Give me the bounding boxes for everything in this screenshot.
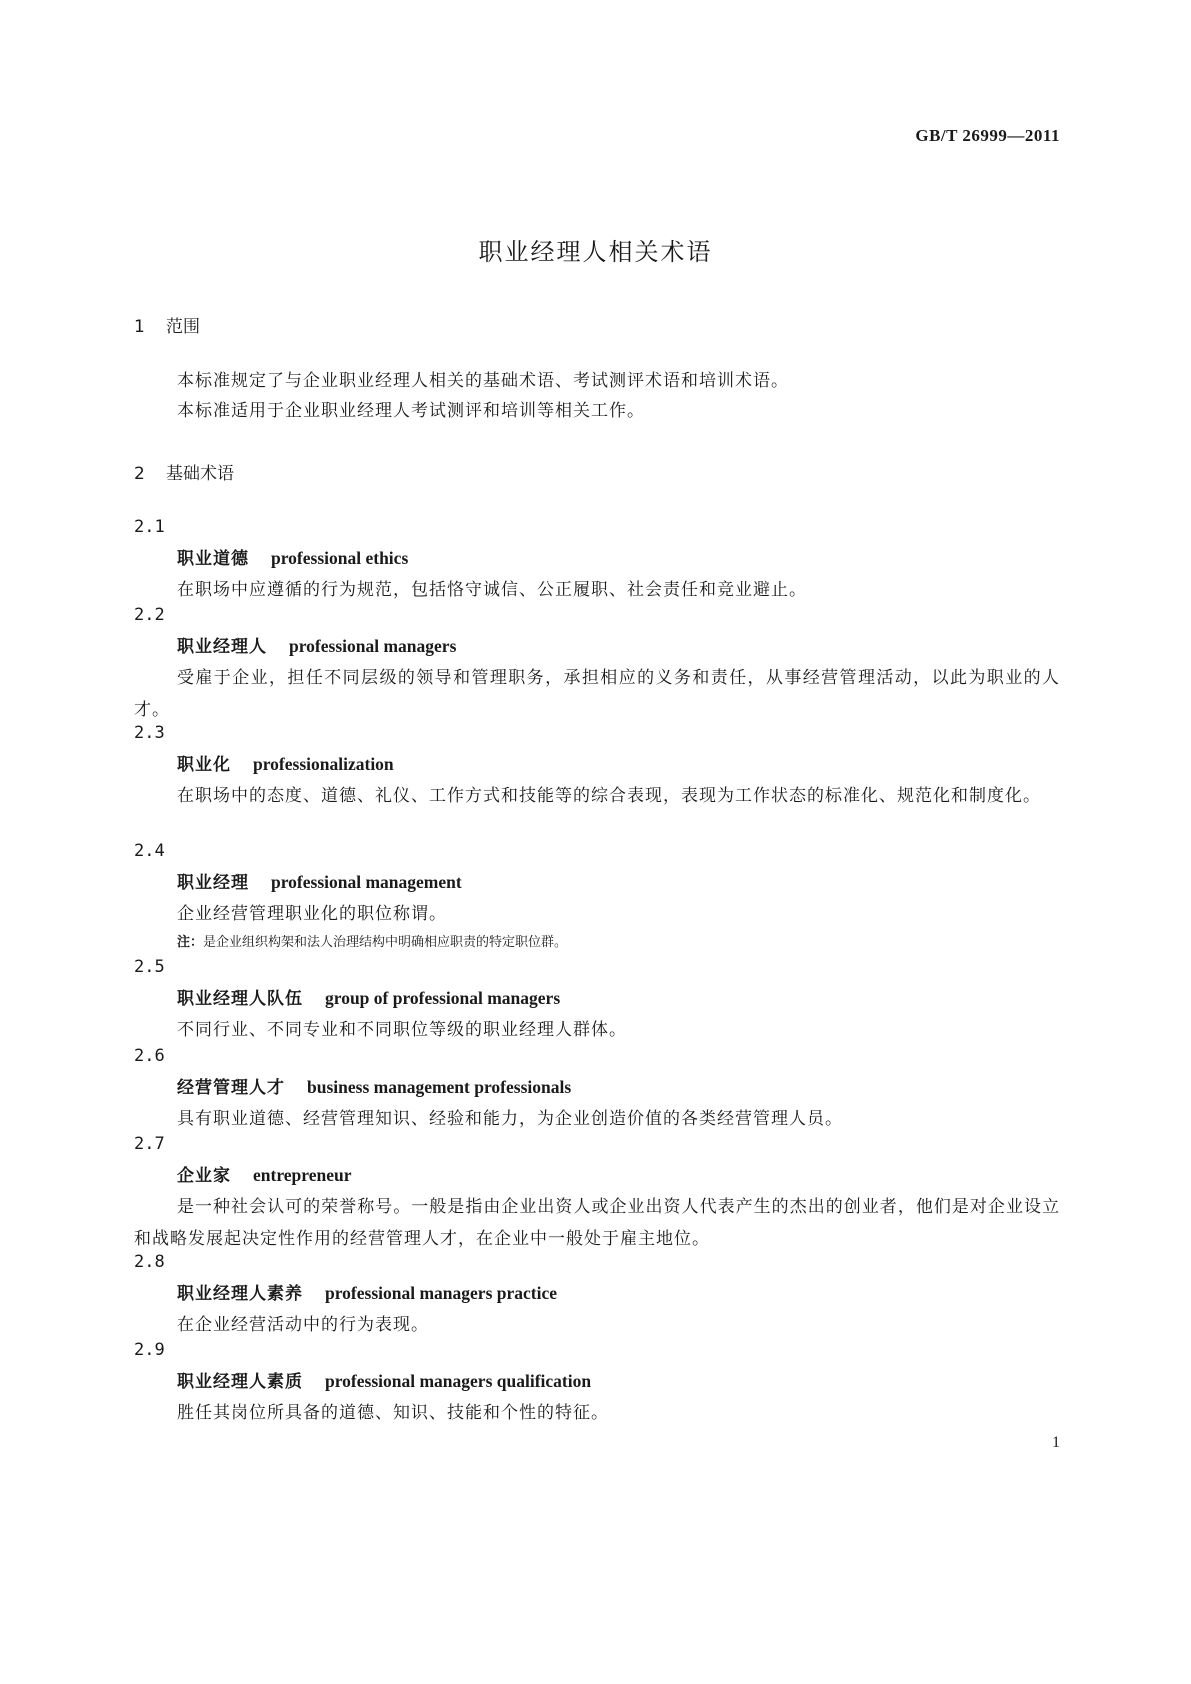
term-en: entrepreneur xyxy=(253,1165,352,1185)
section-title: 范围 xyxy=(166,317,200,337)
term-number: 2.7 xyxy=(134,1134,165,1154)
section-number: 2 xyxy=(134,464,145,484)
term-number: 2.9 xyxy=(134,1340,165,1360)
term-definition: 在企业经营活动中的行为表现。 xyxy=(177,1315,429,1335)
term-number: 2.1 xyxy=(134,517,165,537)
term-en: business management professionals xyxy=(307,1077,572,1097)
page-number: 1 xyxy=(1052,1434,1060,1451)
term-number: 2.8 xyxy=(134,1252,165,1272)
scope-paragraph: 本标准规定了与企业职业经理人相关的基础术语、考试测评术语和培训术语。 xyxy=(177,371,789,391)
term-number: 2.2 xyxy=(134,605,165,625)
term-heading xyxy=(134,866,1060,898)
term-entry xyxy=(134,512,1060,606)
scope-body xyxy=(134,366,1060,426)
section-number: 1 xyxy=(134,317,145,337)
term-zh: 职业经理 xyxy=(177,873,249,893)
term-en: group of professional managers xyxy=(325,988,561,1008)
term-definition: 胜任其岗位所具备的道德、知识、技能和个性的特征。 xyxy=(177,1403,609,1423)
term-zh: 企业家 xyxy=(177,1166,231,1186)
term-heading xyxy=(134,748,1060,780)
document-title: 职业经理人相关术语 xyxy=(478,238,713,266)
term-zh: 职业经理人队伍 xyxy=(177,989,303,1009)
term-number: 2.4 xyxy=(134,841,165,861)
term-zh: 职业经理人素养 xyxy=(177,1284,303,1304)
term-en: professional managers xyxy=(289,636,457,656)
term-en: professional managers qualification xyxy=(325,1371,592,1391)
term-definition: 在职场中应遵循的行为规范，包括恪守诚信、公正履职、社会责任和竞业避止。 xyxy=(177,580,807,600)
term-entry xyxy=(134,1041,1060,1135)
term-zh: 职业道德 xyxy=(177,549,249,569)
term-en: professional management xyxy=(271,872,462,892)
term-entry xyxy=(134,718,1060,812)
term-heading xyxy=(134,1277,1060,1309)
term-zh: 职业经理人 xyxy=(177,637,267,657)
term-heading xyxy=(134,542,1060,574)
section-title: 基础术语 xyxy=(166,464,234,484)
term-entry xyxy=(134,600,1060,726)
term-definition: 是一种社会认可的荣誉称号。一般是指由企业出资人或企业出资人代表产生的杰出的创业者，他们是对企业设立和战略发展起决定性作用的经营管理人才，在企业中一般处于雇主地位。 xyxy=(134,1197,1060,1249)
note-label: 注： xyxy=(177,935,204,950)
term-en: professionalization xyxy=(253,754,394,774)
term-entry xyxy=(134,1247,1060,1341)
term-heading xyxy=(134,1071,1060,1103)
term-zh: 职业经理人素质 xyxy=(177,1372,303,1392)
term-heading xyxy=(134,630,1060,662)
term-number: 2.3 xyxy=(134,723,165,743)
term-entry xyxy=(134,836,1060,956)
term-definition: 不同行业、不同专业和不同职位等级的职业经理人群体。 xyxy=(177,1020,627,1040)
term-definition: 受雇于企业，担任不同层级的领导和管理职务，承担相应的义务和责任，从事经营管理活动，以此为职业的人才。 xyxy=(134,668,1060,720)
scope-paragraph: 本标准适用于企业职业经理人考试测评和培训等相关工作。 xyxy=(177,401,645,421)
term-en: professional ethics xyxy=(271,548,409,568)
term-heading xyxy=(134,982,1060,1014)
term-number: 2.5 xyxy=(134,957,165,977)
term-entry xyxy=(134,1335,1060,1429)
section-heading-scope xyxy=(134,312,200,337)
term-heading xyxy=(134,1365,1060,1397)
term-heading xyxy=(134,1159,1060,1191)
term-zh: 经营管理人才 xyxy=(177,1078,285,1098)
standard-code: GB/T 26999—2011 xyxy=(915,126,1060,145)
term-entry xyxy=(134,1129,1060,1255)
term-number: 2.6 xyxy=(134,1046,165,1066)
term-entry xyxy=(134,952,1060,1046)
term-definition: 企业经营管理职业化的职位称谓。 xyxy=(177,904,447,924)
term-definition: 具有职业道德、经营管理知识、经验和能力，为企业创造价值的各类经营管理人员。 xyxy=(177,1109,843,1129)
note-text: 是企业组织构架和法人治理结构中明确相应职责的特定职位群。 xyxy=(203,935,568,950)
term-definition: 在职场中的态度、道德、礼仪、工作方式和技能等的综合表现，表现为工作状态的标准化、规范化和制度化。 xyxy=(177,786,1041,806)
section-heading-basic-terms xyxy=(134,459,234,484)
term-en: professional managers practice xyxy=(325,1283,558,1303)
term-zh: 职业化 xyxy=(177,755,231,775)
